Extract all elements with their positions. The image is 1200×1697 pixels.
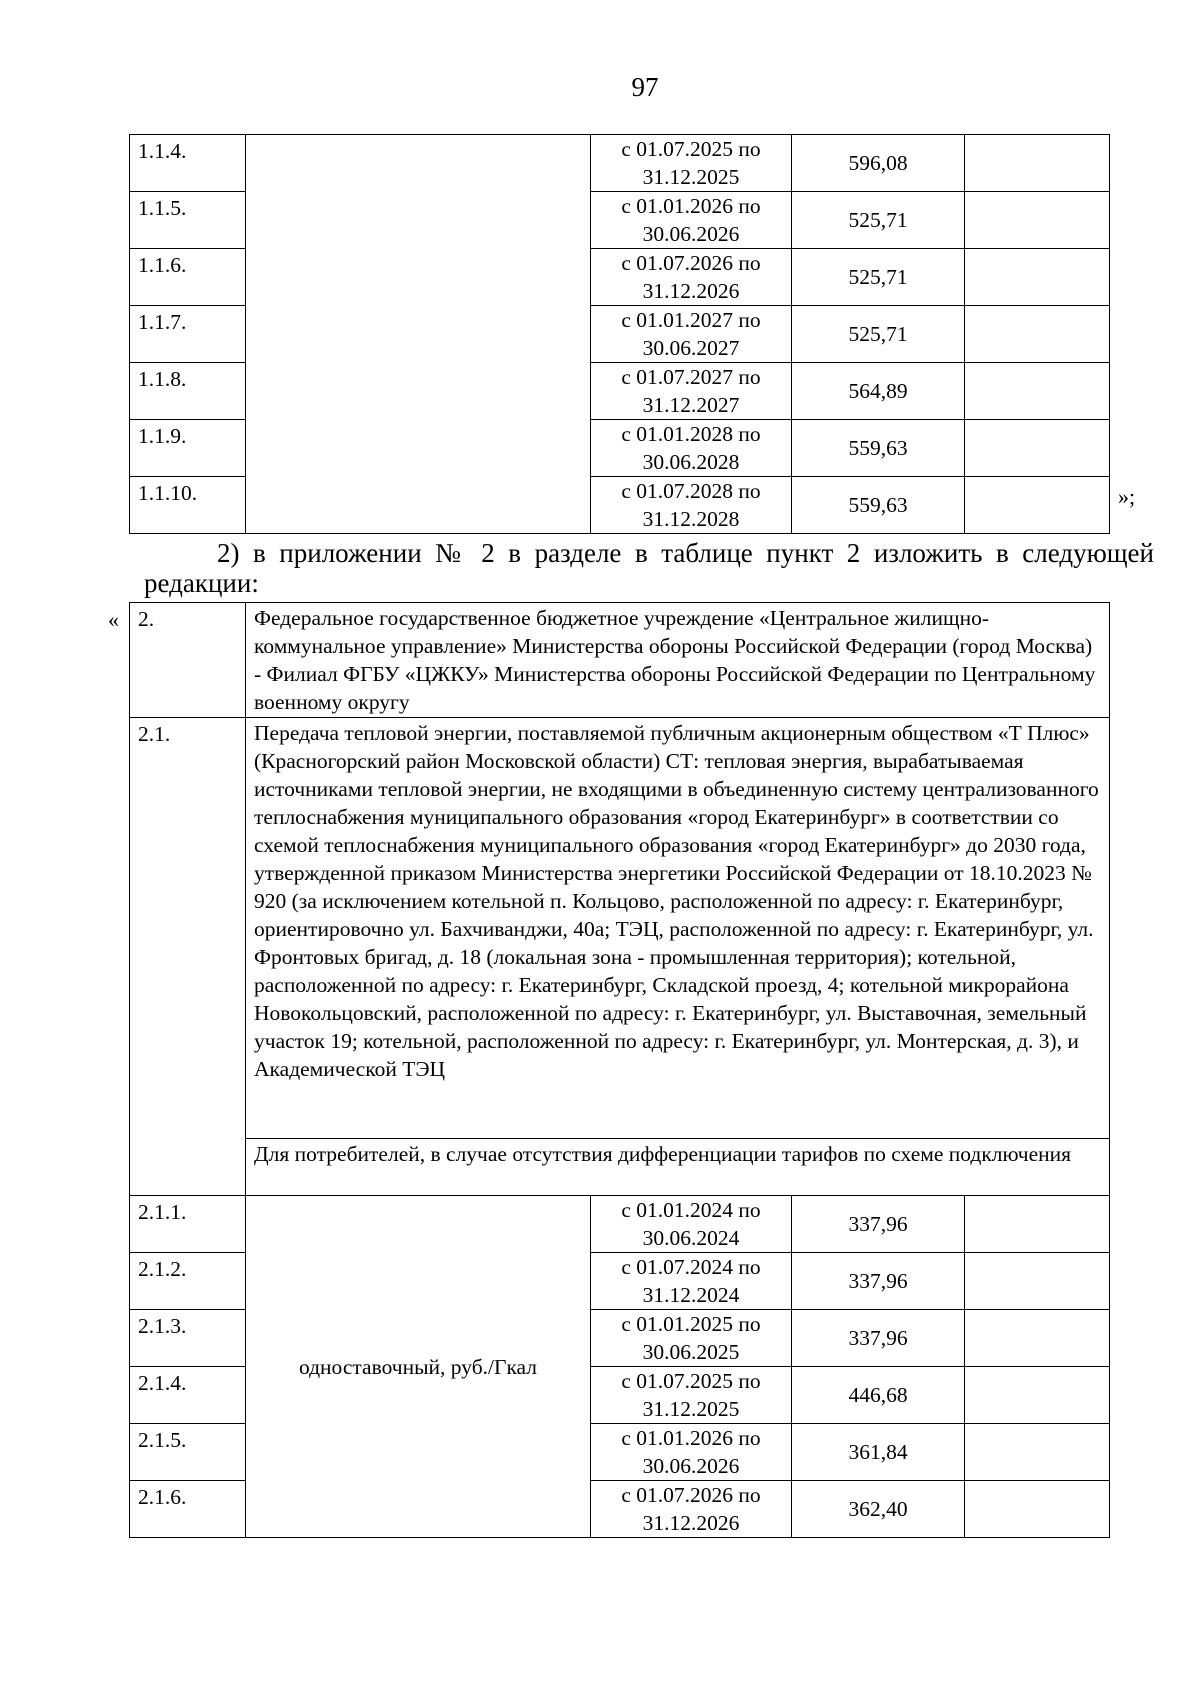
- period-to: 30.06.2026: [642, 1454, 740, 1478]
- period-cell: [591, 1310, 792, 1367]
- row-number: 2.1.4.: [130, 1367, 246, 1424]
- period-cell: [591, 363, 792, 420]
- period-to: 31.12.2026: [642, 279, 740, 303]
- row-number: 1.1.4.: [130, 135, 246, 192]
- period-from: с 01.07.2025 по: [621, 137, 761, 161]
- empty-cell: [965, 1367, 1110, 1424]
- tariff-type-cell: одноставочный, руб./Гкал: [246, 1196, 591, 1538]
- row-number: 2.1.6.: [130, 1481, 246, 1538]
- page-number: 97: [631, 72, 659, 102]
- tariff-value: 596,08: [792, 135, 965, 192]
- tariff-value: 446,68: [792, 1367, 965, 1424]
- period-from: с 01.01.2027 по: [621, 308, 761, 332]
- tariff-value: 559,63: [792, 477, 965, 534]
- row-number: 1.1.10.: [130, 477, 246, 534]
- empty-cell: [965, 1253, 1110, 1310]
- table-row: [130, 1196, 1110, 1253]
- period-cell: [591, 192, 792, 249]
- empty-cell: [965, 192, 1110, 249]
- consumers-row: [130, 1139, 1110, 1196]
- period-cell: [591, 1481, 792, 1538]
- closing-quote: »;: [1118, 484, 1136, 509]
- row-number: 1.1.9.: [130, 420, 246, 477]
- tariff-type-cell: [246, 135, 591, 534]
- row-number: 2.: [130, 603, 246, 718]
- amendment-paragraph: [144, 538, 1154, 598]
- row-number: 1.1.5.: [130, 192, 246, 249]
- period-from: с 01.01.2028 по: [621, 422, 761, 446]
- tariff-value: 337,96: [792, 1253, 965, 1310]
- tariff-value: 525,71: [792, 306, 965, 363]
- tariff-value: 362,40: [792, 1481, 965, 1538]
- org-row: [130, 603, 1110, 718]
- period-to: 30.06.2026: [642, 222, 740, 246]
- empty-cell: [965, 1481, 1110, 1538]
- period-cell: [591, 1196, 792, 1253]
- period-from: с 01.07.2026 по: [621, 1483, 761, 1507]
- period-cell: [591, 420, 792, 477]
- row-number: 2.1.2.: [130, 1253, 246, 1310]
- empty-cell: [965, 1196, 1110, 1253]
- period-to: 31.12.2027: [642, 393, 740, 417]
- period-to: 30.06.2027: [642, 336, 740, 360]
- empty-cell: [965, 249, 1110, 306]
- empty-cell: [965, 420, 1110, 477]
- period-cell: [591, 1253, 792, 1310]
- tariff-value: 337,96: [792, 1310, 965, 1367]
- period-from: с 01.01.2024 по: [621, 1198, 761, 1222]
- consumers-note: Для потребителей, в случае отсутствия дифференциации тарифов по схеме подключения: [246, 1139, 1110, 1196]
- period-from: с 01.07.2025 по: [621, 1369, 761, 1393]
- period-to: 31.12.2028: [642, 507, 740, 531]
- period-cell: [591, 249, 792, 306]
- row-number: 2.1.3.: [130, 1310, 246, 1367]
- period-cell: [591, 1367, 792, 1424]
- tariff-table-1: [129, 134, 1110, 534]
- period-to: 31.12.2025: [642, 1397, 740, 1421]
- table-row: [130, 135, 1110, 192]
- row-number: 2.1.: [130, 718, 246, 1196]
- organization-name: Федеральное государственное бюджетное учреждение «Центральное жилищно-коммунальное управление» Министерства обороны Российской Федерации (город Москва) - Филиал ФГБУ «ЦЖКУ» Министерства обороны Российской Федерации по Центральному военному округу: [246, 603, 1110, 718]
- tariff-value: 564,89: [792, 363, 965, 420]
- row-number: 1.1.6.: [130, 249, 246, 306]
- period-from: с 01.01.2026 по: [621, 194, 761, 218]
- period-from: с 01.07.2024 по: [621, 1255, 761, 1279]
- period-from: с 01.07.2026 по: [621, 251, 761, 275]
- period-cell: [591, 306, 792, 363]
- period-cell: [591, 135, 792, 192]
- tariff-value: 337,96: [792, 1196, 965, 1253]
- empty-cell: [965, 477, 1110, 534]
- period-to: 30.06.2028: [642, 450, 740, 474]
- opening-quote: «: [108, 607, 119, 632]
- empty-cell: [965, 1424, 1110, 1481]
- period-cell: [591, 1424, 792, 1481]
- tariff-value: 361,84: [792, 1424, 965, 1481]
- service-description: Передача тепловой энергии, поставляемой публичным акционерным обществом «Т Плюс» (Красногорский район Московской области) СТ: тепловая энергия, вырабатываемая источниками тепловой энергии, не входящими в объединенную систему централизованного теплоснабжения муниципального образования «город Екатеринбург» в соответствии со схемой теплоснабжения муниципального образования «город Екатеринбург» до 2030 года, утвержденной приказом Министерства энергетики Российской Федерации от 18.10.2023 № 920 (за исключением котельной п. Кольцово, расположенной по адресу: г. Екатеринбург, ориентировочно ул. Бахчиванджи, 40а; ТЭЦ, расположенной по адресу: г. Екатеринбург, ул. Фронтовых бригад, д. 18 (локальная зона - промышленная территория); котельной, расположенной по адресу: г. Екатеринбург, Складской проезд, 4; котельной микрорайона Новокольцовский, расположенной по адресу: г. Екатеринбург, ул. Выставочная, земельный участок 19; котельной, расположенной по адресу: г. Екатеринбург, ул. Монтерская, д. 3), и Академической ТЭЦ: [246, 718, 1110, 1139]
- tariff-table-2: [129, 602, 1110, 1538]
- row-number: 1.1.8.: [130, 363, 246, 420]
- empty-cell: [965, 135, 1110, 192]
- period-from: с 01.01.2026 по: [621, 1426, 761, 1450]
- paragraph-line-1: 2) в приложении № 2 в разделе в таблице пункт 2 изложить в следующей: [217, 538, 1154, 568]
- tariff-value: 525,71: [792, 249, 965, 306]
- tariff-value: 525,71: [792, 192, 965, 249]
- empty-cell: [965, 1310, 1110, 1367]
- service-row: [130, 718, 1110, 1139]
- period-to: 30.06.2024: [642, 1226, 740, 1250]
- period-cell: [591, 477, 792, 534]
- empty-cell: [965, 306, 1110, 363]
- paragraph-line-2: редакции:: [144, 568, 259, 598]
- row-number: 2.1.1.: [130, 1196, 246, 1253]
- row-number: 1.1.7.: [130, 306, 246, 363]
- period-from: с 01.01.2025 по: [621, 1312, 761, 1336]
- period-from: с 01.07.2027 по: [621, 365, 761, 389]
- period-to: 31.12.2025: [642, 165, 740, 189]
- tariff-value: 559,63: [792, 420, 965, 477]
- period-to: 30.06.2025: [642, 1340, 740, 1364]
- period-to: 31.12.2024: [642, 1283, 740, 1307]
- period-from: с 01.07.2028 по: [621, 479, 761, 503]
- row-number: 2.1.5.: [130, 1424, 246, 1481]
- empty-cell: [965, 363, 1110, 420]
- period-to: 31.12.2026: [642, 1511, 740, 1535]
